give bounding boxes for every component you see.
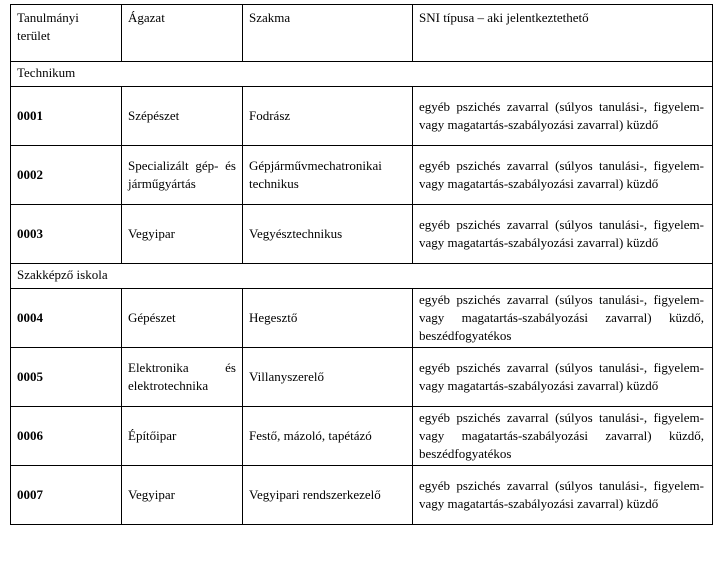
sni-cell: egyéb pszichés zavarral (súlyos tanulási-, figyelem- vagy magatartás-szabályozási zavarral) küzdő, beszédfogyatékos <box>413 289 713 348</box>
code-cell: 0002 <box>11 146 122 205</box>
code-cell: 0005 <box>11 348 122 407</box>
agazat-cell: Specializált gép- és járműgyártás <box>122 146 243 205</box>
section-row-szakkepzo-iskola <box>11 264 713 289</box>
table-row <box>11 205 713 264</box>
sni-cell: egyéb pszichés zavarral (súlyos tanulási-, figyelem- vagy magatartás-szabályozási zavarral) küzdő <box>413 466 713 525</box>
code-cell: 0007 <box>11 466 122 525</box>
sni-cell: egyéb pszichés zavarral (súlyos tanulási-, figyelem- vagy magatartás-szabályozási zavarral) küzdő <box>413 87 713 146</box>
table-row <box>11 289 713 348</box>
szakma-cell: Vegyipari rendszerkezelő <box>243 466 413 525</box>
section-title: Szakképző iskola <box>11 264 713 289</box>
agazat-cell: Vegyipar <box>122 466 243 525</box>
sni-cell: egyéb pszichés zavarral (súlyos tanulási-, figyelem- vagy magatartás-szabályozási zavarral) küzdő <box>413 348 713 407</box>
code-cell: 0003 <box>11 205 122 264</box>
header-sni-tipusa: SNI típusa – aki jelentkeztethető <box>413 5 713 62</box>
table-row <box>11 348 713 407</box>
agazat-cell: Elektronika és elektrotechnika <box>122 348 243 407</box>
table-row <box>11 466 713 525</box>
szakma-cell: Festő, mázoló, tapétázó <box>243 407 413 466</box>
header-agazat: Ágazat <box>122 5 243 62</box>
sni-cell: egyéb pszichés zavarral (súlyos tanulási-, figyelem- vagy magatartás-szabályozási zavarral) küzdő <box>413 146 713 205</box>
agazat-cell: Szépészet <box>122 87 243 146</box>
table-row <box>11 87 713 146</box>
code-cell: 0001 <box>11 87 122 146</box>
code-cell: 0004 <box>11 289 122 348</box>
agazat-cell: Építőipar <box>122 407 243 466</box>
section-row-technikum <box>11 62 713 87</box>
sni-table <box>10 4 713 525</box>
szakma-cell: Gépjárművmechatronikai technikus <box>243 146 413 205</box>
sni-cell: egyéb pszichés zavarral (súlyos tanulási-, figyelem- vagy magatartás-szabályozási zavarral) küzdő <box>413 205 713 264</box>
header-row <box>11 5 713 62</box>
header-tanulmanyi-terulet: Tanulmányi terület <box>11 5 122 62</box>
agazat-cell: Gépészet <box>122 289 243 348</box>
table-row <box>11 146 713 205</box>
section-title: Technikum <box>11 62 713 87</box>
sni-cell: egyéb pszichés zavarral (súlyos tanulási-, figyelem- vagy magatartás-szabályozási zavarral) küzdő, beszédfogyatékos <box>413 407 713 466</box>
code-cell: 0006 <box>11 407 122 466</box>
szakma-cell: Hegesztő <box>243 289 413 348</box>
header-szakma: Szakma <box>243 5 413 62</box>
szakma-cell: Vegyésztechnikus <box>243 205 413 264</box>
agazat-cell: Vegyipar <box>122 205 243 264</box>
table-row <box>11 407 713 466</box>
szakma-cell: Fodrász <box>243 87 413 146</box>
szakma-cell: Villanyszerelő <box>243 348 413 407</box>
